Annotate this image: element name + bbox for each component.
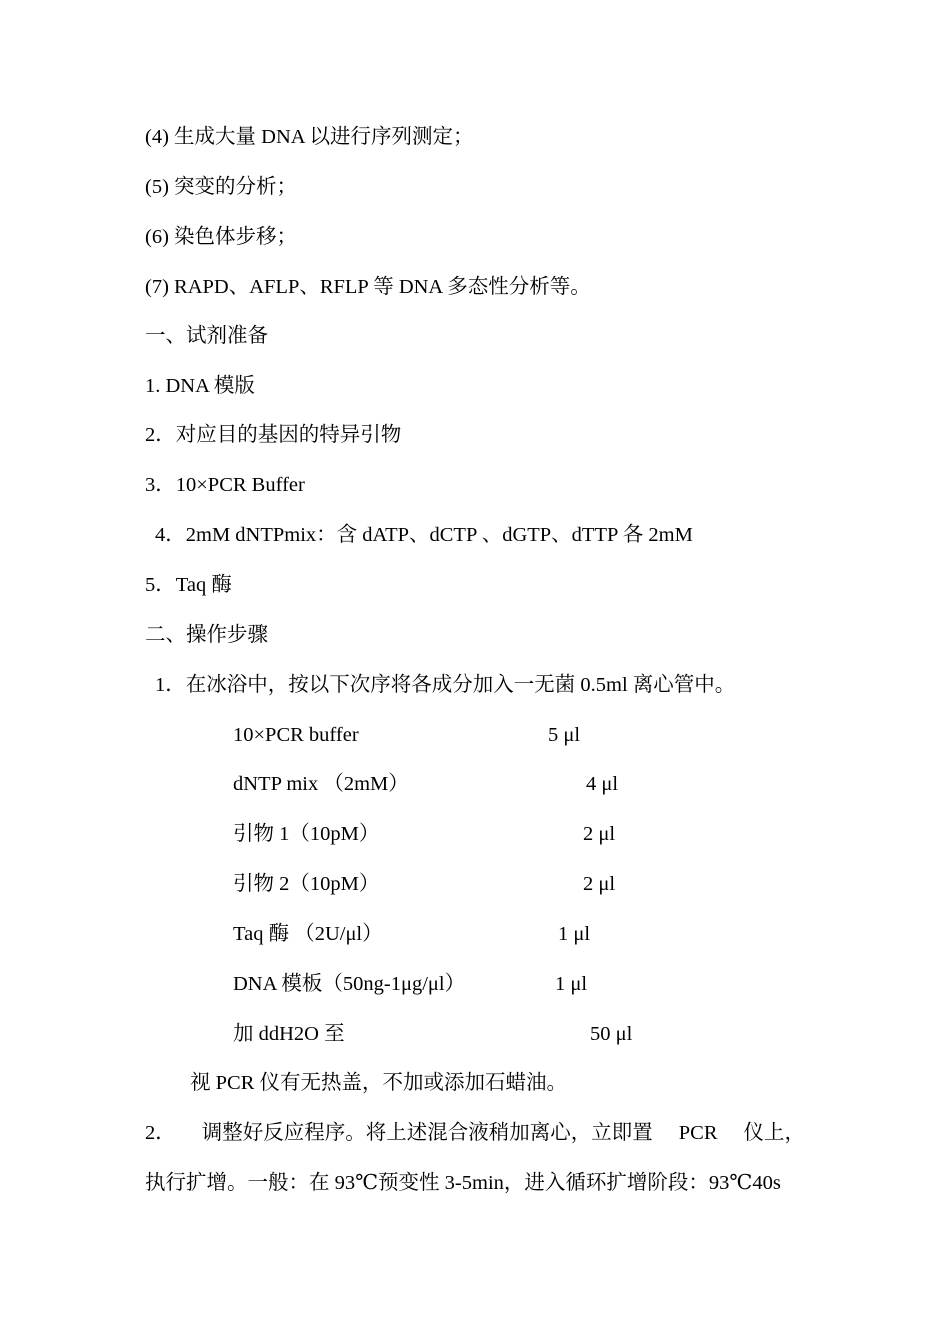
reagent-name: 引物 1（10pM） <box>233 823 380 845</box>
reagent-list-item: 4．2mM dNTPmix：含 dATP、dCTP 、dGTP、dTTP 各 2mM <box>155 524 693 546</box>
procedure-step-2-line-1 <box>145 1123 805 1144</box>
procedure-step-1: 1．在冰浴中，按以下次序将各成分加入一无菌 0.5ml 离心管中。 <box>155 674 736 696</box>
reagent-amount: 5 μl <box>548 724 581 746</box>
reagent-amount: 1 μl <box>555 973 588 995</box>
reagent-list-item: 3．10×PCR Buffer <box>145 474 305 496</box>
application-item-4: (4) 生成大量 DNA 以进行序列测定； <box>145 126 474 148</box>
reagent-amount: 4 μl <box>586 773 619 795</box>
section-heading-reagents: 一、试剂准备 <box>145 325 268 347</box>
reagent-name: 10×PCR buffer <box>233 724 359 746</box>
reagent-amount: 2 μl <box>583 873 616 895</box>
reagent-name: DNA 模板（50ng-1μg/μl） <box>233 973 466 995</box>
step-text: PCR <box>678 1122 718 1144</box>
reagent-name: 引物 2（10pM） <box>233 873 380 895</box>
application-item-6: (6) 染色体步移； <box>145 226 298 248</box>
application-item-7: (7) RAPD、AFLP、RFLP 等 DNA 多态性分析等。 <box>145 276 591 298</box>
procedure-step-2-line-2: 执行扩增。一般：在 93℃预变性 3-5min，进入循环扩增阶段：93℃40s <box>145 1172 781 1194</box>
application-item-5: (5) 突变的分析； <box>145 176 298 198</box>
section-heading-procedure: 二、操作步骤 <box>145 624 268 646</box>
step-number: 2． <box>145 1122 176 1144</box>
reagent-amount: 2 μl <box>583 823 616 845</box>
reagent-name: dNTP mix （2mM） <box>233 773 409 795</box>
reagent-list-item: 2．对应目的基因的特异引物 <box>145 424 402 446</box>
reagent-name: 加 ddH2O 至 <box>233 1023 345 1045</box>
reagent-list-item: 1. DNA 模版 <box>145 375 255 397</box>
step-text: 仪上， <box>743 1122 805 1144</box>
step-text: 调整好反应程序。将上述混合液稍加离心，立即置 <box>201 1122 653 1144</box>
reagent-list-item: 5．Taq 酶 <box>145 574 232 596</box>
reagent-amount: 1 μl <box>558 923 591 945</box>
reagent-amount: 50 μl <box>590 1023 633 1045</box>
paraffin-note: 视 PCR 仪有无热盖，不加或添加石蜡油。 <box>190 1072 567 1094</box>
reagent-name: Taq 酶 （2U/μl） <box>233 923 383 945</box>
